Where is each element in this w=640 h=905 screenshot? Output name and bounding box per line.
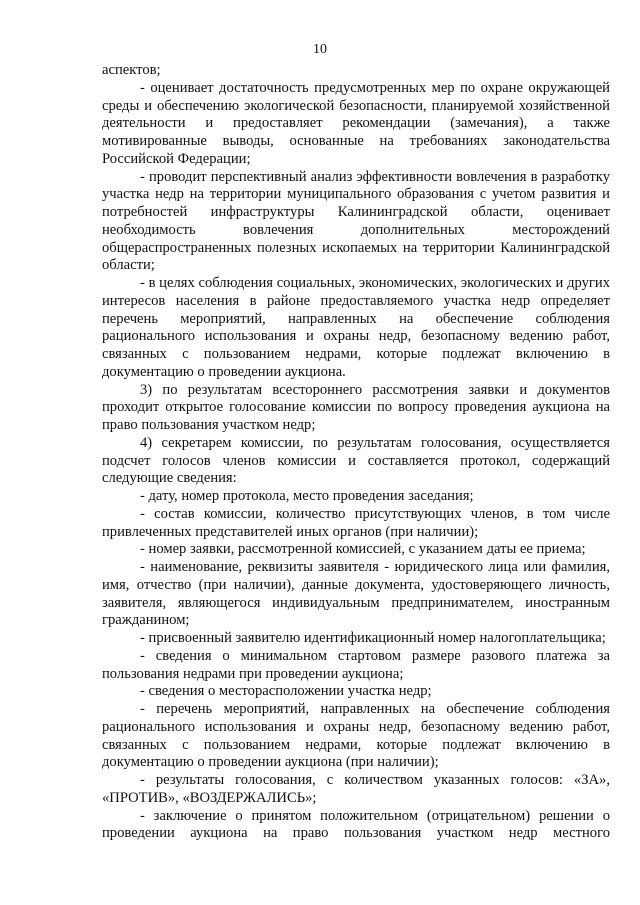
document-body [102, 62, 610, 843]
list-item-decision: - заключение о принятом положительном (отрицательном) решении о проведении аукциона на право пользования участком недр местного [102, 807, 610, 842]
paragraph-open-voting: 3) по результатам всестороннего рассмотрения заявки и документов проходит открытое голосование комиссии по вопросу проведения аукциона на право пользования участком недр; [102, 381, 610, 433]
list-item-voting-results: - результаты голосования, с количеством указанных голосов: «ЗА», «ПРОТИВ», «ВОЗДЕРЖАЛИСЬ»; [102, 772, 610, 806]
list-item-protocol-date: - дату, номер протокола, место проведения заседания; [140, 488, 474, 504]
list-item-measures: - перечень мероприятий, направленных на обеспечение соблюдения рационального использования и охраны недр, безопасному ведению работ, связанных с пользованием недрами, которые подлежат включению в документацию о проведении аукциона (при наличии); [102, 701, 610, 771]
list-item-commission-composition: - состав комиссии, количество присутствующих членов, в том числе привлеченных представителей иных органов (при наличии); [102, 505, 610, 540]
list-item-minimum-payment: - сведения о минимальном стартовом размере разового платежа за пользования недрами при проведении аукциона; [102, 647, 610, 682]
list-item-application-number: - номер заявки, рассмотренной комиссией, с указанием даты ее приема; [140, 541, 586, 558]
paragraph-measures-list: - в целях соблюдения социальных, экономических, экологических и других интересов населения в районе предоставляемого участка недр определяет перечень мероприятий, направленных на обеспечение соблюдения рационального использования и охраны недр, безопасному ведению работ, связанных с пользованием недрами, которые подлежат включению в документацию о проведении аукциона. [102, 275, 610, 380]
paragraph-environment-assessment: - оценивает достаточность предусмотренных мер по охране окружающей среды и обеспечению экологической безопасности, планируемой хозяйственной деятельности и предоставляет рекомендации (замечания), а также мотивированные выводы, основанные на требованиях законодательства Российской Федерации; [102, 79, 610, 167]
list-item-subsoil-location: - сведения о месторасположении участка недр; [140, 683, 432, 700]
paragraph-protocol: 4) секретарем комиссии, по результатам голосования, осуществляется подсчет голосов членов комиссии и составляется протокол, содержащий следующие сведения: [102, 434, 610, 487]
page-number: 10 [313, 42, 327, 57]
paragraph-aspects: аспектов; [102, 62, 161, 78]
list-item-taxpayer-number: - присвоенный заявителю идентификационный номер налогоплательщика; [140, 630, 606, 646]
paragraph-efficiency-analysis: - проводит перспективный анализ эффективности вовлечения в разработку участка недр на территории муниципального образования с учетом развития и потребностей инфраструктуры Калининградской области, оценивает необходимость вовлечения дополнительных месторождений общераспространенных полезных ископаемых на территории Калининградской области; [102, 168, 610, 274]
list-item-applicant-details: - наименование, реквизиты заявителя - юридического лица или фамилия, имя, отчество (при наличии), данные документа, удостоверяющего личность, заявителя, являющегося индивидуальным предпринимателем, иностранным гражданином; [102, 559, 610, 629]
